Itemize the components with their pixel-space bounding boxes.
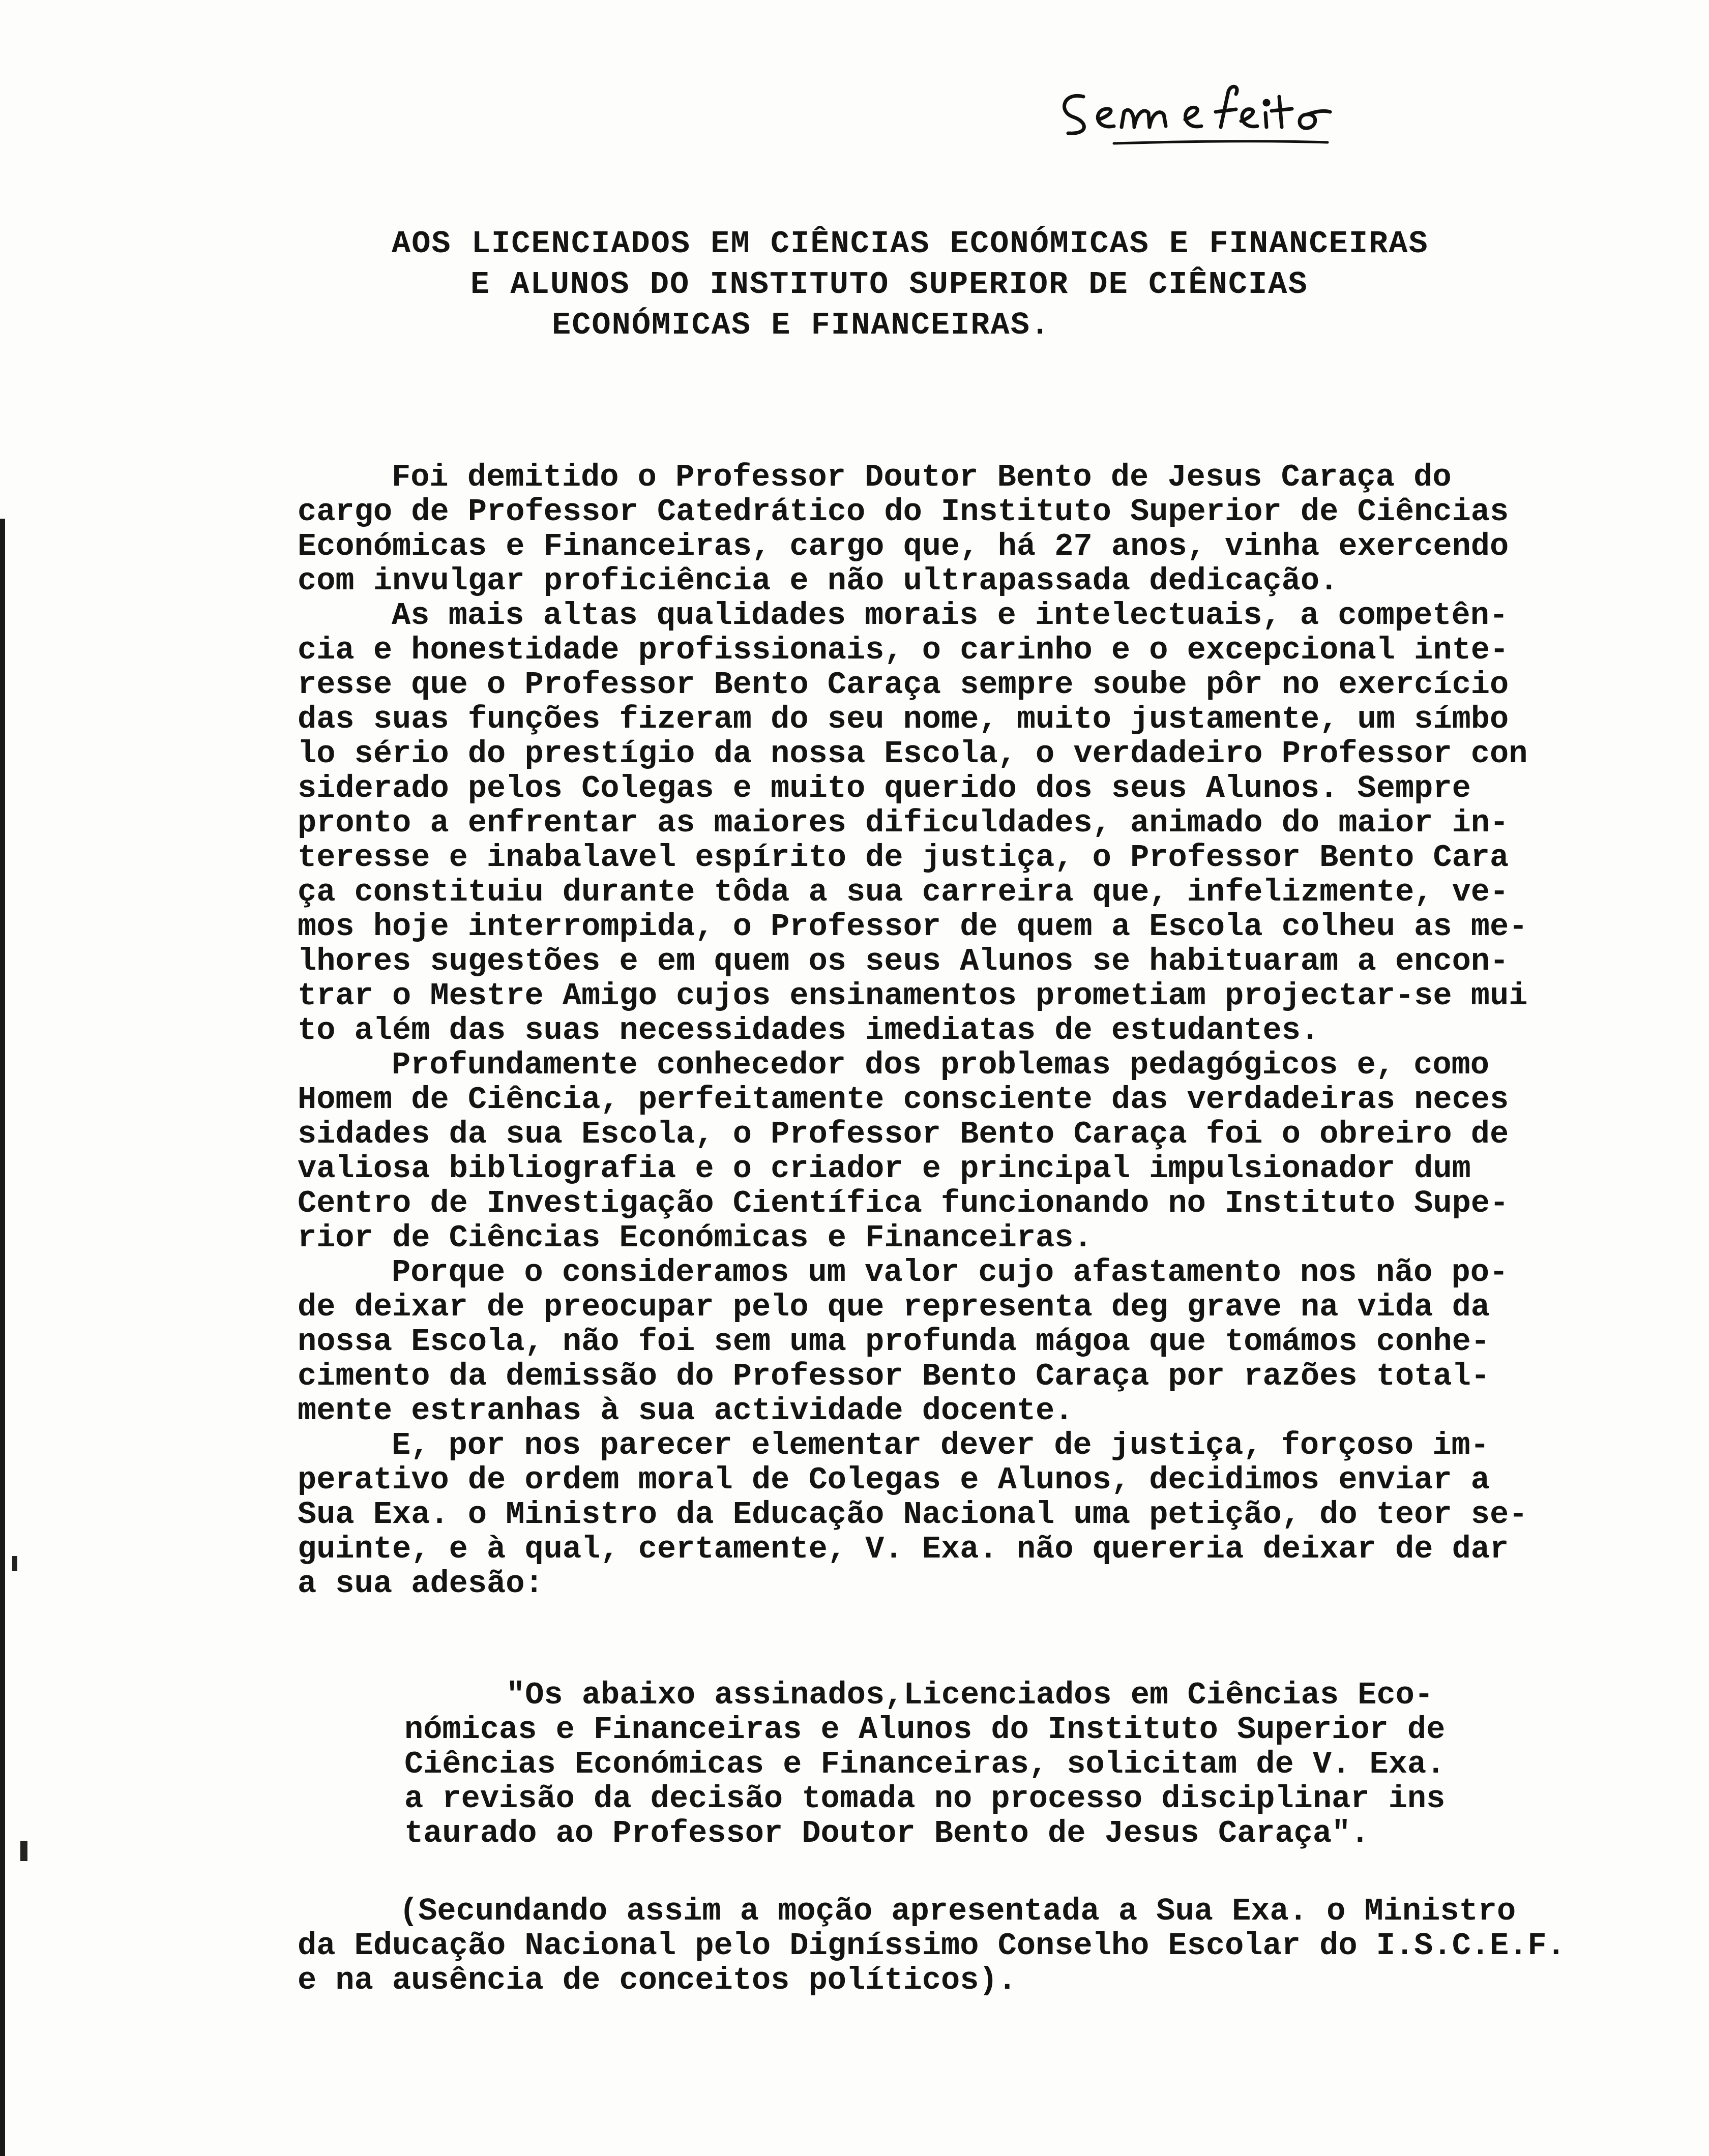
text-line: das suas funções fizeram do seu nome, muito justamente, um símbo	[298, 701, 1509, 737]
text-line: a sua adesão:	[298, 1566, 544, 1602]
text-line: Sua Exa. o Ministro da Educação Nacional uma petição, do teor se-	[298, 1496, 1528, 1533]
text-line: sidades da sua Escola, o Professor Bento Caraça foi o obreiro de	[298, 1116, 1509, 1152]
scan-speck	[20, 1841, 27, 1861]
text-line: lhores sugestões e em quem os seus Alunos se habituaram a encon-	[298, 943, 1509, 979]
text-line: cia e honestidade profissionais, o carinho e o excepcional inte-	[298, 632, 1509, 668]
text-line: Ciências Económicas e Financeiras, solicitam de V. Exa.	[404, 1746, 1446, 1782]
text-line: Profundamente conhecedor dos problemas pedagógicos e, como	[392, 1047, 1489, 1083]
heading-line: ECONÓMICAS E FINANCEIRAS.	[552, 307, 1051, 343]
scan-speck	[12, 1556, 17, 1571]
text-line: cimento da demissão do Professor Bento Caraça por razões total-	[298, 1358, 1490, 1394]
text-line: Foi demitido o Professor Doutor Bento de Jesus Caraça do	[392, 459, 1452, 495]
scan-border	[0, 519, 5, 2156]
handwritten-annotation	[1053, 76, 1338, 153]
text-line: valiosa bibliografia e o criador e principal impulsionador dum	[298, 1151, 1471, 1187]
petition-quote	[404, 1678, 1483, 1851]
text-line: taurado ao Professor Doutor Bento de Jesus Caraça".	[404, 1815, 1370, 1851]
paragraph	[298, 1048, 1579, 1255]
heading-line: E ALUNOS DO INSTITUTO SUPERIOR DE CIÊNCIAS	[470, 266, 1308, 303]
text-line: cargo de Professor Catedrático do Instituto Superior de Ciências	[298, 494, 1509, 530]
text-line: mos hoje interrompida, o Professor de quem a Escola colheu as me-	[298, 909, 1528, 945]
text-line: Homem de Ciência, perfeitamente consciente das verdadeiras neces	[298, 1082, 1509, 1118]
paragraph	[298, 460, 1579, 598]
text-line: resse que o Professor Bento Caraça sempre soube pôr no exercício	[298, 667, 1509, 703]
text-line: nossa Escola, não foi sem uma profunda mágoa que tomámos conhe-	[298, 1324, 1490, 1360]
paragraph	[298, 1428, 1579, 1601]
text-line: de deixar de preocupar pelo que representa deg grave na vida da	[298, 1289, 1490, 1325]
text-line: a revisão da decisão tomada no processo disciplinar ins	[404, 1781, 1446, 1817]
text-line: As mais altas qualidades morais e intelectuais, a competên-	[392, 597, 1509, 634]
text-line: com invulgar proficiência e não ultrapassada dedicação.	[298, 563, 1339, 599]
text-line: lo sério do prestígio da nossa Escola, o verdadeiro Professor con	[298, 736, 1528, 772]
text-line: guinte, e à qual, certamente, V. Exa. não quereria deixar de dar	[298, 1531, 1509, 1567]
text-line: e na ausência de conceitos políticos).	[298, 1962, 1017, 1998]
letter-body	[298, 460, 1579, 1601]
paragraph	[298, 1255, 1579, 1428]
text-line: Porque o consideramos um valor cujo afastamento nos não po-	[392, 1254, 1509, 1291]
text-line: (Secundando assim a moção apresentada a Sua Exa. o Ministro	[399, 1893, 1516, 1929]
text-line: ça constituiu durante tôda a sua carreira que, infelizmente, ve-	[298, 874, 1509, 910]
text-line: Centro de Investigação Científica funcionando no Instituto Supe-	[298, 1185, 1509, 1221]
text-line: da Educação Nacional pelo Digníssimo Conselho Escolar do I.S.C.E.F.	[298, 1928, 1566, 1964]
text-line: rior de Ciências Económicas e Financeiras.	[298, 1220, 1093, 1256]
text-line: "Os abaixo assinados,Licenciados em Ciências Eco-	[506, 1677, 1434, 1713]
text-line: perativo de ordem moral de Colegas e Alunos, decidimos enviar a	[298, 1462, 1490, 1498]
text-line: pronto a enfrentar as maiores dificuldades, animado do maior in-	[298, 805, 1509, 841]
closing-remark	[298, 1894, 1645, 1998]
paragraph	[298, 598, 1579, 1048]
text-line: siderado pelos Colegas e muito querido dos seus Alunos. Sempre	[298, 770, 1471, 806]
handwritten-annotation-text: Sem efeito	[1053, 76, 1056, 77]
text-line: Económicas e Financeiras, cargo que, há 27 anos, vinha exercendo	[298, 528, 1509, 564]
heading-line: AOS LICENCIADOS EM CIÊNCIAS ECONÓMICAS E FINANCEIRAS	[392, 226, 1429, 262]
text-line: E, por nos parecer elementar dever de justiça, forçoso im-	[392, 1427, 1489, 1463]
text-line: teresse e inabalavel espírito de justiça, o Professor Bento Cara	[298, 840, 1509, 876]
text-line: trar o Mestre Amigo cujos ensinamentos prometiam projectar-se mui	[298, 978, 1528, 1014]
handwriting-strokes	[1065, 86, 1330, 143]
text-line: mente estranhas à sua actividade docente.	[298, 1393, 1074, 1429]
text-line: nómicas e Financeiras e Alunos do Instituto Superior de	[404, 1712, 1446, 1748]
text-line: to além das suas necessidades imediatas de estudantes.	[298, 1012, 1320, 1049]
